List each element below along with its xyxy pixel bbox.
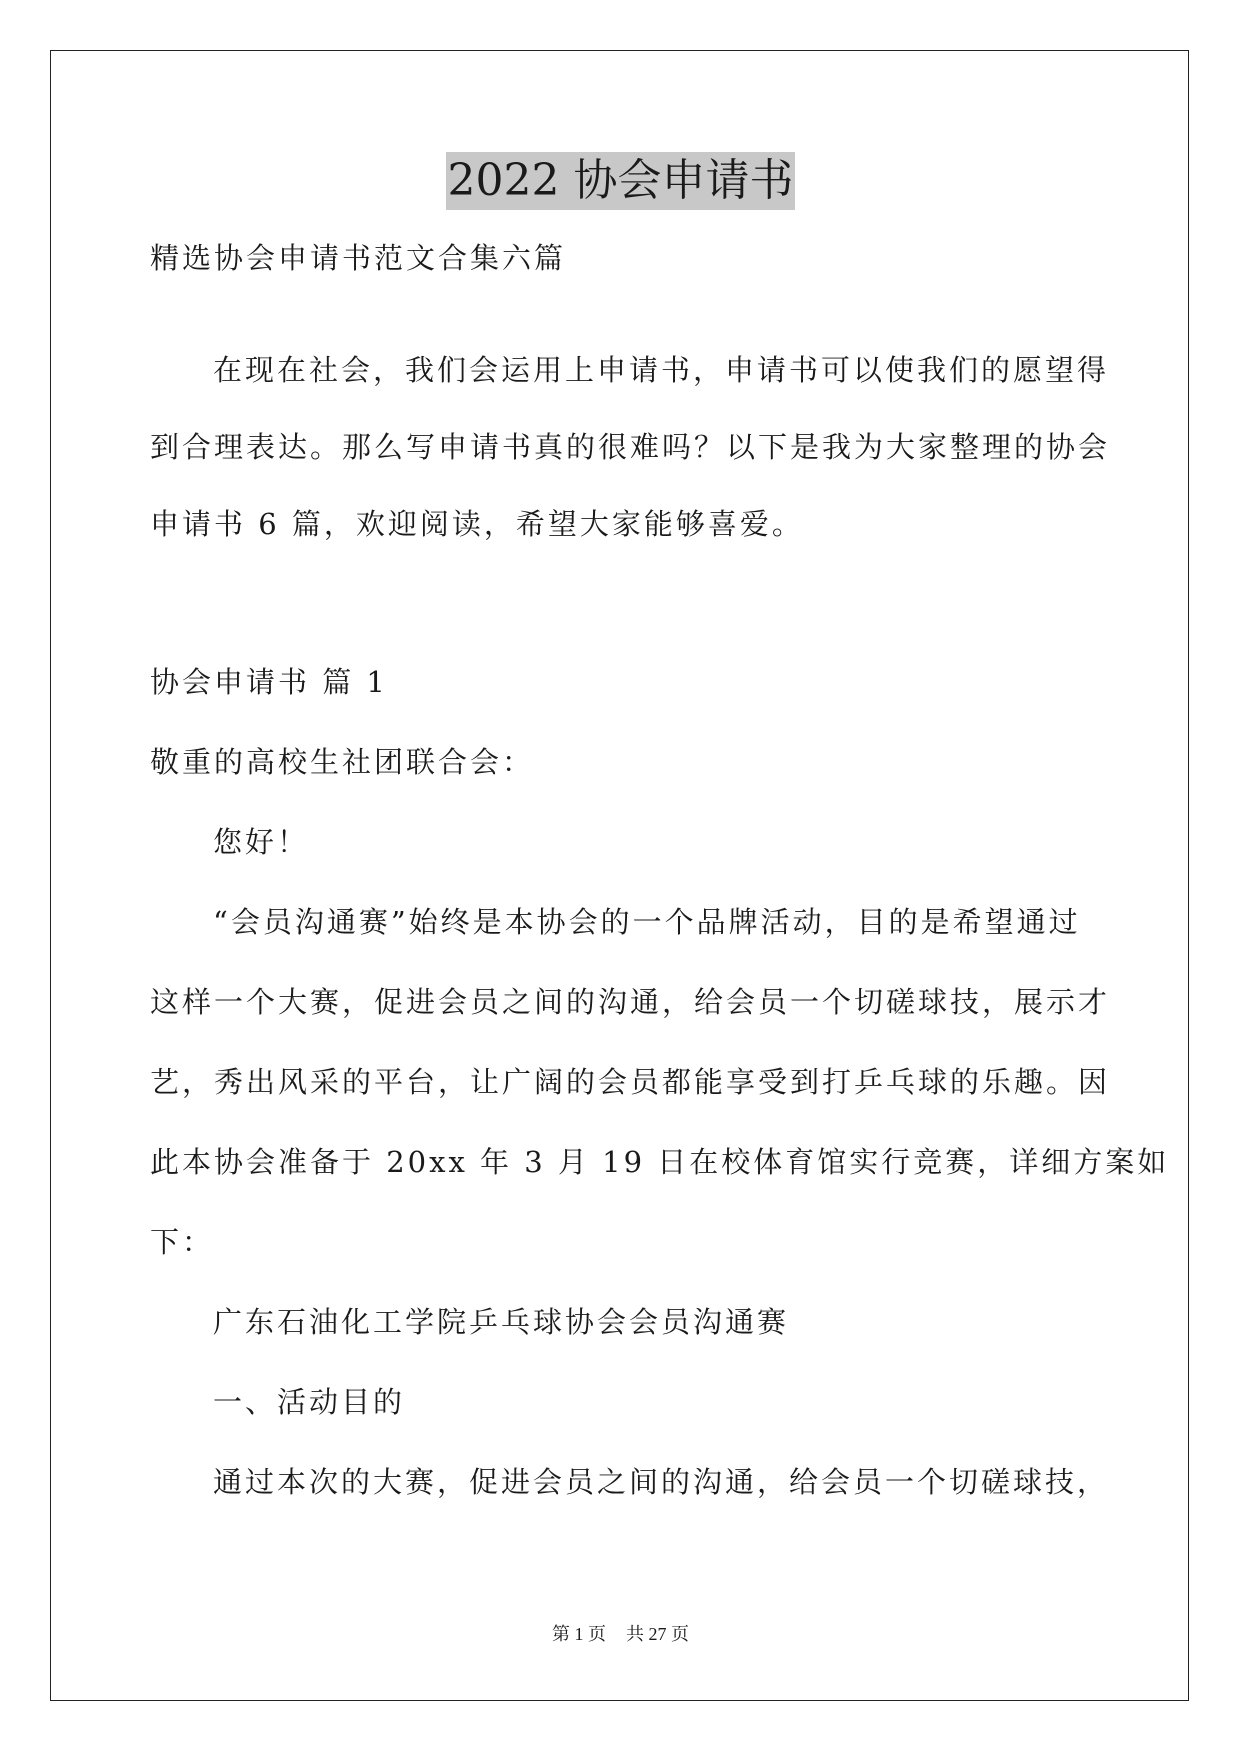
page-border [50, 50, 1189, 1701]
body-line: 申请书 6 篇，欢迎阅读，希望大家能够喜爱。 [150, 507, 804, 541]
body-line: “会员沟通赛”始终是本协会的一个品牌活动，目的是希望通过 [213, 905, 1081, 939]
document-title: 2022 协会申请书 [446, 152, 796, 210]
title-container [0, 152, 1241, 210]
page-total: 共 27 页 [626, 1624, 689, 1644]
body-line: 到合理表达。那么写申请书真的很难吗？以下是我为大家整理的协会 [150, 430, 1111, 464]
salutation-line: 敬重的高校生社团联合会： [150, 745, 535, 779]
page-number: 第 1 页 [552, 1624, 606, 1644]
body-line: 下： [150, 1225, 215, 1259]
body-line: 在现在社会，我们会运用上申请书，申请书可以使我们的愿望得 [213, 353, 1110, 387]
greeting-line: 您好！ [213, 825, 310, 859]
body-line: 此本协会准备于 20xx 年 3 月 19 日在校体育馆实行竞赛，详细方案如 [150, 1145, 1170, 1179]
body-line: 广东石油化工学院乒乓球协会会员沟通赛 [213, 1305, 790, 1339]
subtitle-line: 精选协会申请书范文合集六篇 [150, 241, 567, 275]
body-line: 通过本次的大赛，促进会员之间的沟通，给会员一个切磋球技， [213, 1465, 1110, 1499]
page-footer [0, 1622, 1241, 1646]
section-heading: 协会申请书 篇 1 [150, 665, 388, 699]
body-line: 艺，秀出风采的平台，让广阔的会员都能享受到打乒乓球的乐趣。因 [150, 1065, 1111, 1099]
body-line: 这样一个大赛，促进会员之间的沟通，给会员一个切磋球技，展示才 [150, 985, 1111, 1019]
section-heading: 一、活动目的 [213, 1385, 406, 1419]
